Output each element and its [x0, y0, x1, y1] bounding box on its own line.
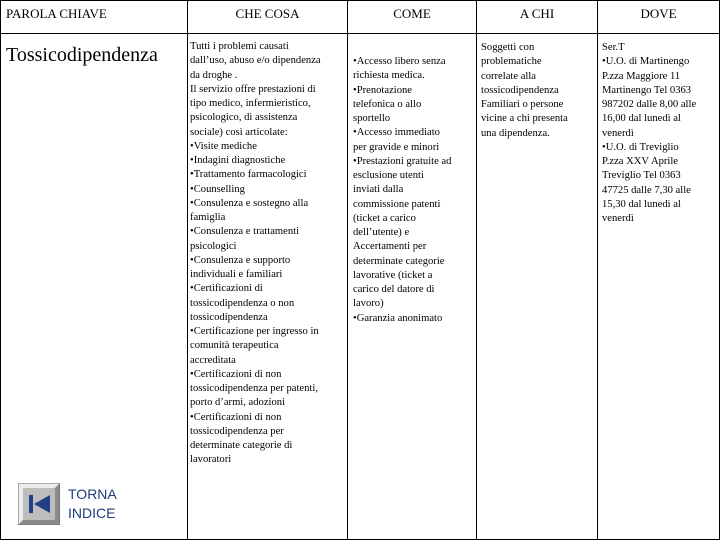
- a-chi-cell: [481, 41, 595, 141]
- a-chi-line: Soggetti con: [481, 42, 535, 53]
- torna-label: TORNA: [68, 486, 117, 502]
- dove-line: P.zza XXV Aprile: [602, 156, 679, 167]
- come-cell: [353, 55, 475, 326]
- header-divider: [0, 33, 720, 34]
- che-cosa-line: psicologico, di assistenza: [190, 112, 298, 124]
- che-cosa-line: individuali e familiari: [190, 269, 283, 280]
- dove-line: Ser.T: [602, 42, 625, 53]
- come-line: per gravide e minori: [353, 141, 440, 153]
- che-cosa-line: •Certificazioni di: [190, 283, 263, 295]
- a-chi-line: tossicodipendenza: [481, 84, 559, 96]
- che-cosa-cell: [190, 40, 346, 468]
- dove-line: venerdì: [602, 213, 634, 224]
- che-cosa-line: tossicodipendenza: [190, 311, 268, 323]
- dove-line: P.zza Maggiore 11: [602, 70, 681, 82]
- che-cosa-line: •Counselling: [190, 183, 245, 195]
- che-cosa-line: •Indagini diagnostiche: [190, 155, 286, 166]
- come-line: •Prestazioni gratuite ad: [353, 155, 452, 167]
- come-line: esclusione utenti: [353, 170, 424, 181]
- come-line: Accertamenti per: [353, 241, 427, 253]
- dove-line: 16,00 dal lunedì al: [602, 113, 681, 125]
- come-line: (ticket a carico: [353, 212, 416, 224]
- come-line: lavorative (ticket a: [353, 269, 433, 281]
- come-line: •Accesso libero senza: [353, 56, 446, 67]
- che-cosa-line: accreditata: [190, 354, 236, 366]
- che-cosa-line: lavoratori: [190, 454, 232, 466]
- come-line: commissione patenti: [353, 198, 441, 210]
- dove-line: 987202 dalle 8,00 alle: [602, 99, 697, 110]
- dove-line: •U.O. di Treviglio: [602, 141, 679, 153]
- torna-indice-link[interactable]: [68, 485, 117, 523]
- a-chi-line: vicine a chi presenta: [481, 113, 568, 125]
- che-cosa-line: determinate categorie di: [190, 440, 293, 451]
- a-chi-line: problematiche: [481, 56, 542, 68]
- dove-line: Treviglio Tel 0363: [602, 170, 681, 182]
- che-cosa-line: •Consulenza e trattamenti: [190, 226, 300, 238]
- che-cosa-line: porto d’armi, adozioni: [190, 397, 286, 409]
- dove-line: Martinengo Tel 0363: [602, 84, 692, 96]
- header-dove: DOVE: [640, 6, 677, 21]
- che-cosa-line: dall’uso, abuso e/o dipendenza: [190, 55, 321, 67]
- che-cosa-line: tossicodipendenza per: [190, 425, 284, 437]
- table-border-top: [0, 0, 720, 1]
- che-cosa-line: •Visite mediche: [190, 140, 257, 152]
- come-line: telefonica o allo: [353, 98, 422, 110]
- che-cosa-line: •Certificazione per ingresso in: [190, 326, 319, 337]
- come-line: determinate categorie: [353, 255, 445, 267]
- a-chi-line: una dipendenza.: [481, 127, 550, 139]
- che-cosa-line: Il servizio offre prestazioni di: [190, 83, 316, 95]
- column-divider: [187, 0, 188, 540]
- column-divider: [476, 0, 477, 540]
- a-chi-line: Familiari o persone: [481, 99, 564, 110]
- dove-line: venerdì: [602, 127, 634, 139]
- che-cosa-line: •Consulenza e supporto: [190, 254, 291, 266]
- dove-line: •U.O. di Martinengo: [602, 56, 690, 68]
- dove-line: 15,30 dal lunedì al: [602, 198, 681, 210]
- table-border-left: [0, 0, 1, 540]
- che-cosa-line: Tutti i problemi causati: [190, 41, 289, 52]
- come-line: lavoro): [353, 298, 384, 310]
- dove-line: 47725 dalle 7,30 alle: [602, 184, 691, 196]
- che-cosa-line: •Consulenza e sostegno alla: [190, 197, 309, 209]
- che-cosa-line: tossicodipendenza per patenti,: [190, 383, 318, 394]
- come-line: •Prenotazione: [353, 84, 413, 96]
- come-line: sportello: [353, 113, 391, 124]
- indice-label: INDICE: [68, 505, 116, 521]
- come-line: dell’utente) e: [353, 227, 410, 238]
- header-che-cosa: CHE COSA: [235, 6, 300, 21]
- che-cosa-line: •Trattamento farmacologici: [190, 169, 307, 181]
- che-cosa-line: psicologici: [190, 240, 237, 252]
- dove-cell: [602, 41, 718, 226]
- a-chi-line: correlate alla: [481, 70, 536, 82]
- come-line: inviati dalla: [353, 184, 404, 196]
- column-divider: [597, 0, 598, 540]
- come-line: •Accesso immediato: [353, 127, 440, 139]
- come-line: •Garanzia anonimato: [353, 312, 443, 324]
- che-cosa-line: comunità terapeutica: [190, 340, 279, 352]
- che-cosa-line: tipo medico, infermieristico,: [190, 98, 311, 109]
- come-line: carico del datore di: [353, 284, 435, 295]
- che-cosa-line: sociale) così articolate:: [190, 126, 288, 138]
- column-divider: [347, 0, 348, 540]
- che-cosa-line: famiglia: [190, 212, 226, 223]
- back-to-start-icon[interactable]: [18, 483, 60, 525]
- keyword-cell: Tossicodipendenza: [6, 44, 158, 66]
- come-line: richiesta medica.: [353, 70, 425, 82]
- header-come: COME: [393, 6, 431, 21]
- che-cosa-line: •Certificazioni di non: [190, 411, 282, 423]
- header-parola-chiave: PAROLA CHIAVE: [6, 6, 107, 21]
- che-cosa-line: •Certificazioni di non: [190, 368, 282, 380]
- header-a-chi: A CHI: [519, 6, 555, 21]
- che-cosa-line: da droghe .: [190, 69, 238, 81]
- che-cosa-line: tossicodipendenza o non: [190, 297, 295, 309]
